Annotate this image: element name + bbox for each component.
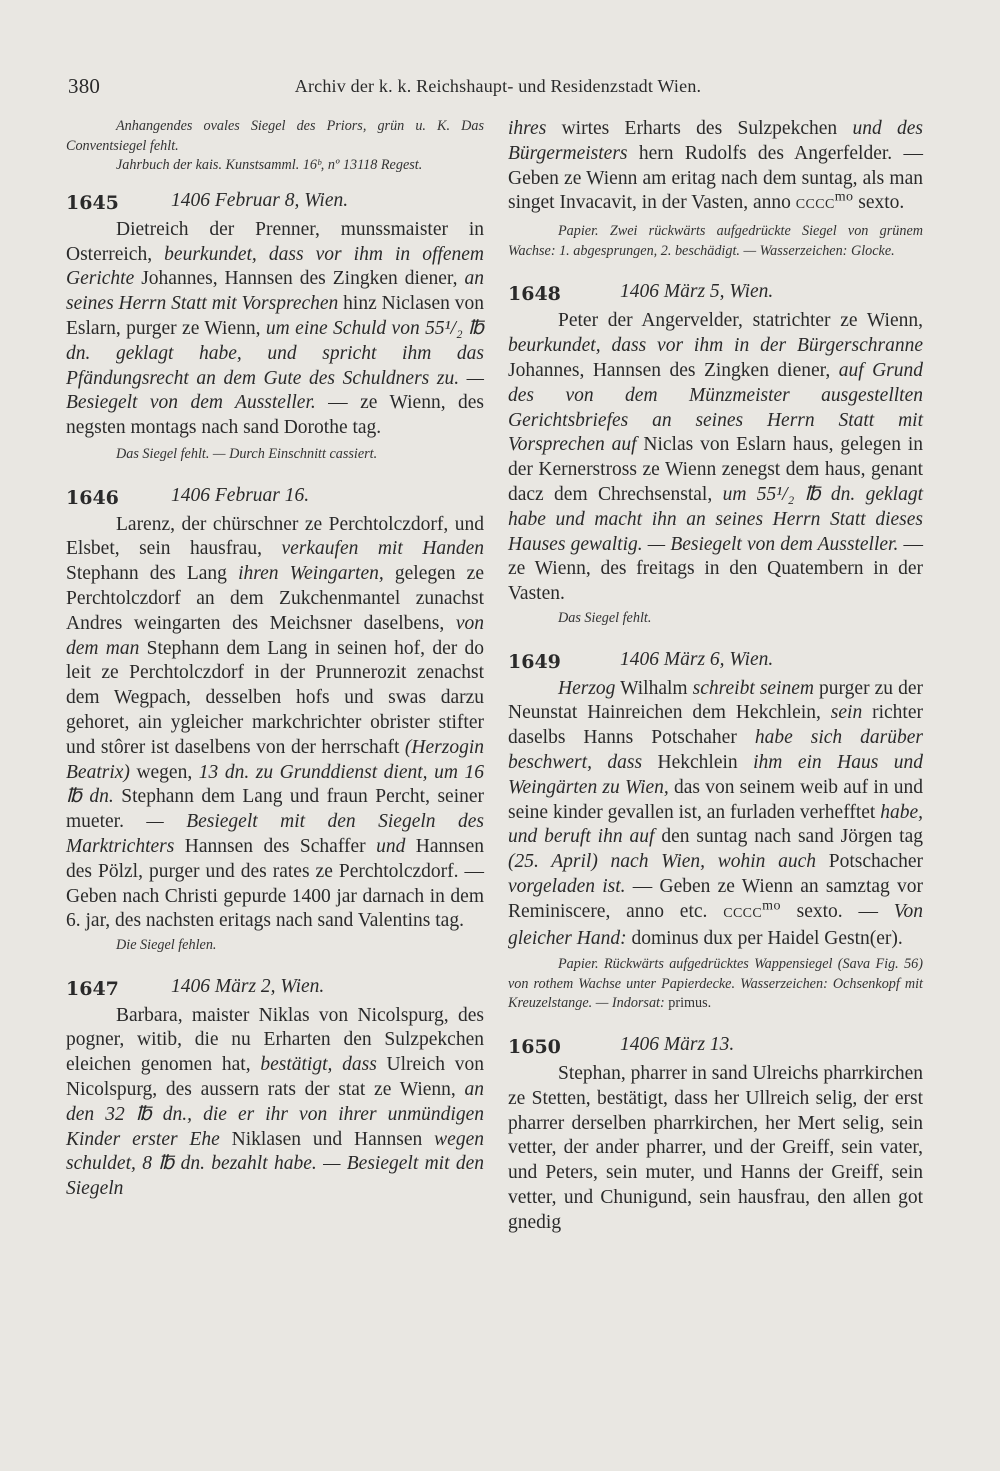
left-column <box>66 117 484 1202</box>
entry-header-1648 <box>508 281 923 307</box>
entry-note-1645: Das Siegel fehlt. — Durch Einschnitt cassiert. <box>116 445 378 462</box>
previous-entry-reference: Jahrbuch der kais. Kunstsamml. 16ᵇ, nº 13118 Regest. <box>116 157 423 174</box>
entry-number: 1649 <box>508 650 561 673</box>
page-number: 380 <box>68 74 101 98</box>
entry-text-1647: Barbara, maister Niklas von Nicolspurg, des pogner, witib, die nu Erharten den Sulzpekchen eleichen genomen hat, bestätigt, dass Ulreich von Nicolspurg, des aussern rats der stat ze Wienn, an den 32 ℔ dn., die er ihr von ihrer unmündigen Kinder erster Ehe Niklasen und Hannsen wegen schuldet, 8 ℔ dn. bezahlt habe. — Besiegelt mit den Siegeln <box>66 1004 484 1200</box>
entry-date: 1406 Februar 8, Wien. <box>171 189 349 211</box>
entry-note-1647: Papier. Zwei rückwärts aufgedrückte Siegel von grünem Wachse: 1. abgesprungen, 2. beschädigt. — Wasserzeichen: Glocke. <box>508 223 923 259</box>
entry-note-1648: Das Siegel fehlt. <box>558 609 652 626</box>
page-header <box>68 70 928 100</box>
entry-number: 1648 <box>508 283 561 306</box>
entry-date: 1406 März 6, Wien. <box>620 648 774 670</box>
entry-note-1646: Die Siegel fehlen. <box>116 937 217 954</box>
entry-number: 1650 <box>508 1036 561 1059</box>
entry-text-1648: Peter der Angervelder, statrichter ze Wienn, beurkundet, dass vor ihm in der Bürgerschranne Johannes, Hannsen des Zingken diener, auf Grund des von dem Münzmeister ausgestellten Gerichtsbriefes an seines Herrn Statt mit Vorsprechen auf Niclas von Eslarn haus, gelegen in der Kernerstross ze Wienn zenegst dem haus, genant dacz dem Chrechsenstal, um 55¹/₂ ℔ dn. geklagt habe und macht ihn an seines Herrn Statt dieses Hauses gewaltig. — Besiegelt von dem Aussteller. — ze Wienn, des freitags in den Quatembern in der Vasten. <box>508 310 924 605</box>
entry-text-1647-continued: ihres wirtes Erharts des Sulzpekchen und des Bürgermeisters hern Rudolfs des Angerfelder. — Geben ze Wienn am eritag nach dem suntag, als man singet Invacavit, in der Vasten, anno $CCCC^{mo}$ sexto. <box>508 118 923 214</box>
entry-number: 1645 <box>66 191 119 214</box>
right-column <box>508 117 923 1236</box>
entry-header-1647 <box>66 976 484 1002</box>
entry-header-1649 <box>508 649 923 675</box>
entry-date: 1406 März 5, Wien. <box>620 281 774 303</box>
entry-text-1650: Stephan, pharrer in sand Ulreichs pharrkirchen ze Stetten, bestätigt, dass her Ullreich selig, der erst pharrer derselben pharrkirchen, her Mert selig, sein vetter, der ander pharrer, und der Greiff, sein vater, und Peters, sein muter, und Hanns der Greiff, sein vetter, und Chunigund, sein hausfrau, den allen got gnedig <box>508 1063 923 1233</box>
entry-text-1646: Larenz, der chürschner ze Perchtolczdorf, und Elsbet, sein hausfrau, verkaufen mit Handen Stephann des Lang ihren Weingarten, gelegen ze Perchtolczdorf an dem Zukchenmantel zunachst Andres weingarten des Meichsner daselbens, von dem man Stephann dem Lang in seinen hof, der do leit ze Perchtolczdorf in der Prunnerozit zenachst dem Wegpach, desselben hofs und swas darzu gehoret, ain ygleicher markchrichter obrister stifter und stôrer ist daselbens von der herrschaft (Herzogin Beatrix) wegen, 13 dn. zu Grunddienst dient, um 16 ℔ dn. Stephann dem Lang und fraun Percht, seiner mueter. — Besiegelt mit den Siegeln des Marktrichters Hannsen des Schaffer und Hannsen des Pölzl, purger und des rates ze Perchtolczdorf. — Geben nach Christi gepurde 1400 jar darnach in dem 6. jar, des nachsten eritags nach sand Valentins tag. <box>66 513 485 932</box>
entry-date: 1406 Februar 16. <box>171 484 310 506</box>
entry-header-1645 <box>66 190 484 216</box>
entry-number: 1647 <box>66 977 119 1000</box>
entry-note-1649: Papier. Rückwärts aufgedrücktes Wappensiegel (Sava Fig. 56) von rothem Wachse unter Papierdecke. Wasserzeichen: Ochsenkopf mit Kreuzelstange. — Indorsat: primus. <box>508 956 923 1012</box>
entry-date: 1406 März 2, Wien. <box>171 975 325 997</box>
entry-date: 1406 März 13. <box>620 1034 735 1056</box>
entry-header-1650 <box>508 1034 923 1060</box>
entry-text-1645: Dietreich der Prenner, munssmaister in Osterreich, beurkundet, dass vor ihm in offenem Gerichte Johannes, Hannsen des Zingken diener, an seines Herrn Statt mit Vorsprechen hinz Niclasen von Eslarn, purger ze Wienn, um eine Schuld von 55¹/₂ ℔ dn. geklagt habe, und spricht ihm das Pfändungsrecht an dem Gute des Schuldners zu. — Besiegelt von dem Aussteller. — ze Wienn, des negsten montags nach sand Dorothe tag. <box>66 218 485 439</box>
entry-text-1649: Herzog Wilhalm schreibt seinem purger zu der Neunstat Hainreichen dem Hekchlein, sein richter daselbs Hanns Potschaher habe sich darüber beschwert, dass Hekchlein ihm ein Haus und Weingärten zu Wien, das von seinem weib auf in und seine kinder gevallen ist, an furladen verhefftet habe, und beruft ihn auf den suntag nach sand Jörgen tag (25. April) nach Wien, wohin auch Potschacher vorgeladen ist. — Geben ze Wienn an samztag vor Reminiscere, anno etc. $CCCC^{mo}$ sexto. — Von gleicher Hand: dominus dux per Haidel Gestn(er). <box>508 677 923 949</box>
entry-header-1646 <box>66 485 484 511</box>
entry-number: 1646 <box>66 486 119 509</box>
previous-entry-note: Anhangendes ovales Siegel des Priors, grün u. K. Das Conventsiegel fehlt. <box>66 118 484 154</box>
running-title: Archiv der k. k. Reichshaupt- und Residenzstadt Wien. <box>294 76 702 96</box>
